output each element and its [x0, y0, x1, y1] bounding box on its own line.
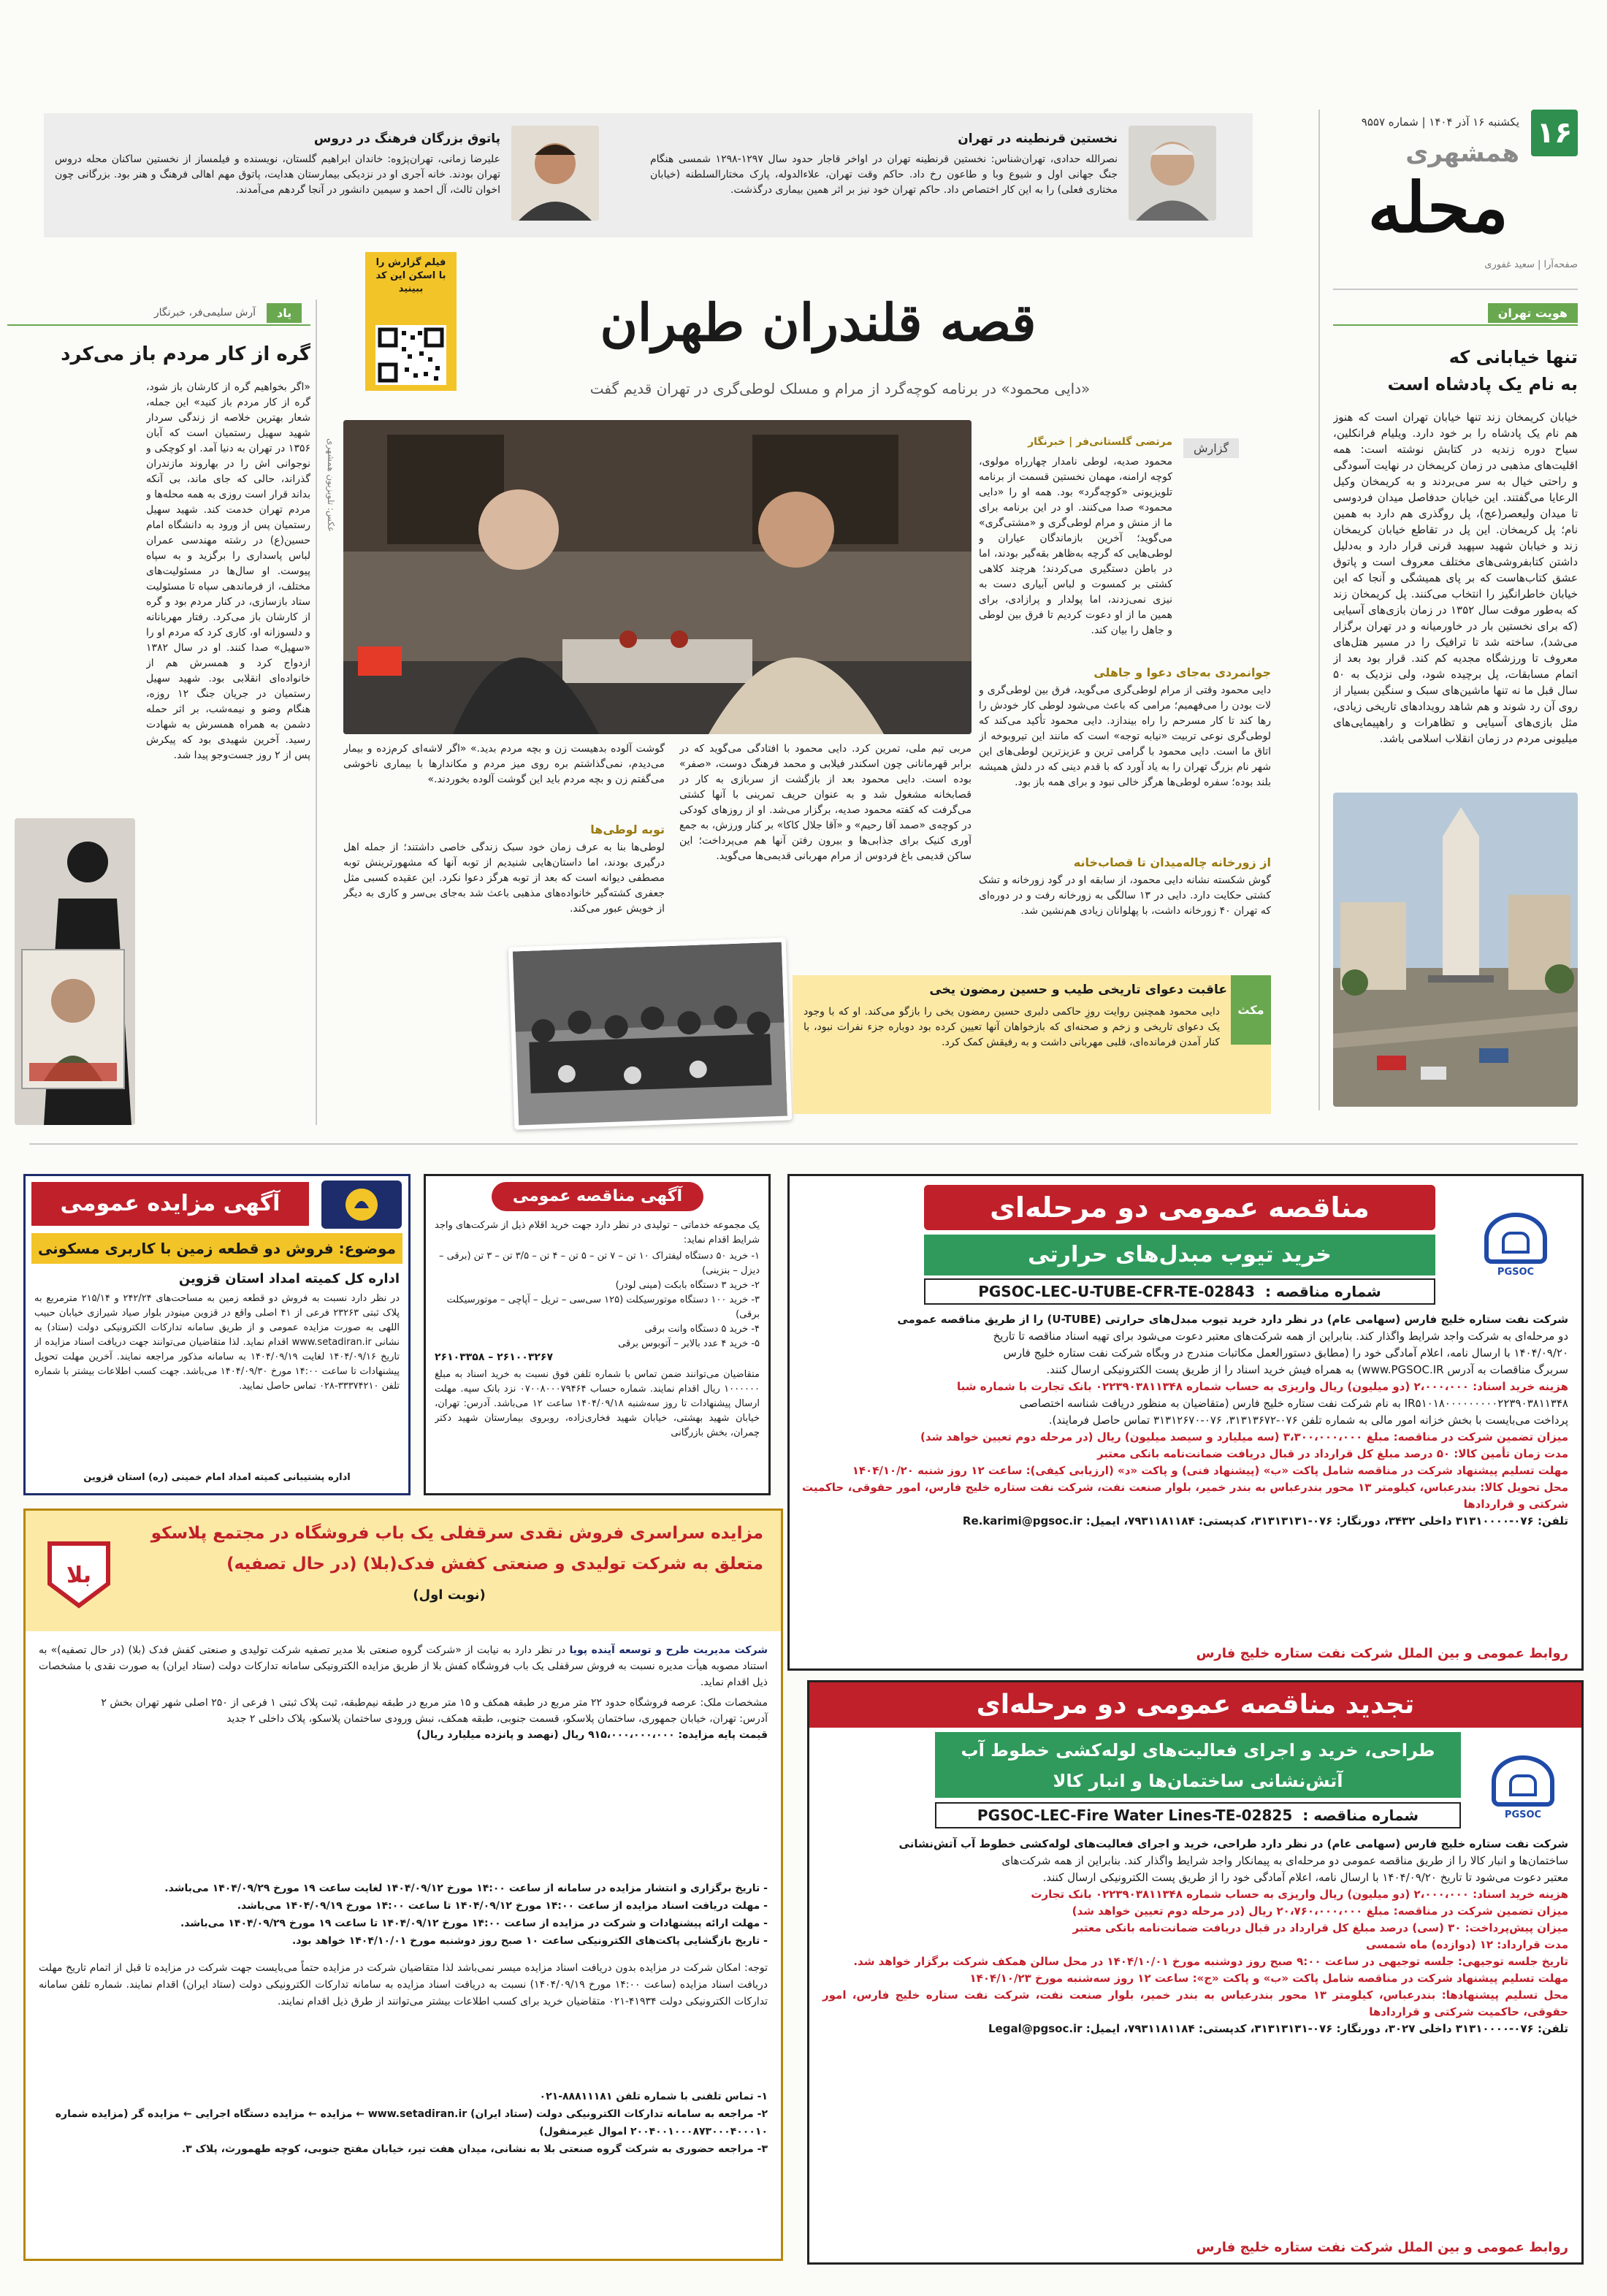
feature-sub1: جوانمردی به‌جای دعوا و جاهلی — [1093, 665, 1271, 679]
ad5-round: (نوبت اول) — [413, 1587, 486, 1603]
ad5-spec1: مشخصات ملک: عرصه فروشگاه حدود ۲۲ متر مربع در طبقه همکف و ۱۵ متر مربع در طبقه نیم‌طبقه، ثبت پلاک ثبتی ۱ فرعی از ۲۵۰ اصلی شهر تهران بخش ۲ — [101, 1697, 768, 1709]
feature-sub3: توبه لوطی‌ها — [590, 823, 665, 836]
section-name: محله — [1367, 168, 1508, 248]
ad1-code-row — [924, 1278, 1435, 1305]
haddadi-portrait — [1129, 126, 1216, 221]
ad5-title2: متعلق به شرکت تولیدی و صنعتی کفش فدک(بلا) (در حال تصفیه) — [226, 1555, 763, 1574]
ad2-title: تجدید مناقصه عمومی دو مرحله‌ای — [809, 1682, 1581, 1728]
qr-caption: فیلم گزارش را با اسکن این کد ببینید — [375, 257, 446, 294]
left-column-divider — [316, 300, 317, 1125]
right-column-body: خیابان کریمخان زند تنها خیابان تهران است که هنوز هم نام یک پادشاه را بر خود دارد. ویلیام فرانکلین، سیاح دوره زندیه در کتابش نوشته است: همه اقلیت‌های مذهبی در زمان کریمخان در نهایت آسودگی و راحتی خیال به سر می‌بردند و به کریمخان وکیل الرعایا می‌گفتند. این خیابان حدفاصل میدان فردوسی تا میدان ولیعصر(عج)، پل روگذری هم دارد به همین نام؛ پل کریمخان. این پل در تقاطع خیابان کریمخان زند و خیابان شهید سپهبد قرنی قرار دارد و به‌دلیل داشتن کتابفروشی‌های مختلف معروف است و پاتوق عشق کتاب‌هاست که بر پای همیشگی و آنجا که این خیابان خاطرانگیز را انتخاب می‌کنند. پل کریمخان زند که به‌طور موقت سال ۱۳۵۲ در زمان بازی‌های آسیایی (که برای نخستین بار در خاورمیانه و در تهران برگزار می‌شد)، ساخته شد تا ترافیک را در مسیر هتل‌های معروف تا ورزشگاه مجدیه کم کند. قرار بود بعد از اتمام مسابقات، پل برچیده شود، ولی نزدیک به ۵۰ سال قبل ما نه تنها ماشین‌های سبک و سنگین بسیار از روی آن رد شوند و هم شاهد رویدادهای تاریخی زیادی، مثل بازی‌های آسیایی و تظاهرات و راهپیمایی‌های میلیونی مردم در زمان انقلاب اسلامی باشد. — [1333, 411, 1578, 745]
ad3-phones: ۲۶۱۰۰۳۲۶۷ – ۲۶۱۰۳۳۵۸ — [435, 1351, 554, 1363]
ad2-line: شرکت نفت ستاره خلیج فارس (سهامی عام) در نظر دارد طراحی، خرید و اجرای فعالیت‌های لوله‌کشی خطوط آب آتش‌نشانی — [898, 1837, 1568, 1850]
callout-text: دایی محمود همچنین روایت روزِ حاکمی دلبری حسین رمضون یخی را بازگو می‌کند. او که با وجود یک دعوای تاریخی و زخم و صحنه‌ای که بازخواهان آنها تعیین کرده بود دوباره جزء نفرات نبود، با کنار آمدن فرمانده‌ای، قلبی مهربانی داشت و به رفیقش کمک کرد. — [804, 1006, 1220, 1048]
ad1-line: شرکت نفت ستاره خلیج فارس (سهامی عام) در نظر دارد خرید تیوب مبدل‌های حرارتی (U-TUBE) را از طریق مناقصه عمومی — [897, 1313, 1568, 1326]
imam-khomeini-relief-logo — [321, 1181, 402, 1229]
ad1-line: مهلت تسلیم پیشنهاد شرکت در مناقصه شامل پاکت «ب» (پیشنهاد فنی) و پاکت «د» (ارزیابی کیفی): ساعت ۱۲ روز شنبه ۱۴۰۴/۱۰/۲۰ — [852, 1464, 1568, 1477]
ad1-line: تلفن: ۰۷۶-۳۱۳۱۰۰۰۰ داخلی ۳۴۳۲، دورنگار: ۰۷۶-۳۱۳۱۳۱۳۱، کدپستی: ۷۹۳۱۱۸۱۱۸۴، ایمیل: Re.karimi@pgsoc.ir — [962, 1514, 1568, 1528]
ad1-title: مناقصه عمومی دو مرحله‌ای — [924, 1185, 1435, 1230]
feature-col3: گوشت آلوده بدهیست زن و بچه مردم بدید.» «اگر لاشه‌ای کرم‌زده و بیمار می‌دیدم، نمی‌گذاشتم بره روی میز مردم و مکاندارها با بیماری ناخوشی می‌گفتم زن و بچه مردم باید این گوشت آلوده بخوردند.» — [343, 743, 665, 785]
ad3-item: ۱- خرید ۵۰ دستگاه لیفتراک ۱۰ تن – ۷ تن – ۵ تن – ۴ تن – ۳/۵ تن – ۳ تن (برقی – دیزل – بنزینی) — [438, 1251, 760, 1276]
ad1-footer: روابط عمومی و بین الملل شرکت نفت ستاره خلیج فارس — [1196, 1646, 1568, 1661]
ad-general-tender — [424, 1174, 771, 1495]
ad5-org: شرکت مدیریت طرح و توسعه آینده پویا — [569, 1644, 768, 1656]
zamani-portrait — [511, 126, 599, 221]
ad1-line: دو مرحله‌ای به شرکت واجد شرایط واگذار کند. بنابراین از همه شرکت‌های معتبر دعوت می‌شود برای تهیه اسناد مناقصه تا تاریخ — [993, 1330, 1568, 1343]
ad5-date: - تاریخ بازگشایی پاکت‌های الکترونیکی ساعت ۱۰ صبح روز دوشنبه مورخ ۱۴۰۴/۱۰/۰۱ خواهد بود. — [291, 1935, 768, 1947]
ad-tender-firewater — [807, 1680, 1584, 2265]
callout-tag: مکث — [1231, 975, 1271, 1045]
ad3-items — [435, 1249, 760, 1351]
ad5-price: قیمت پایه مزایده: ۹۱۵،۰۰۰،۰۰۰،۰۰۰ ریال (نهصد و پانزده میلیارد ریال) — [416, 1729, 768, 1741]
martyr-portrait-photo — [15, 818, 135, 1125]
right-column-headline-2: به نام یک پادشاه است — [1387, 374, 1578, 394]
photo-credit: عکس: تلویزیون همشهری — [326, 438, 336, 533]
feature-subheadline: «دایی محمود» در برنامه کوچه‌گرد از مرام و مسلک لوطی‌گری در تهران قدیم گفت — [589, 380, 1091, 397]
ad5-date: - مهلت ارائه پیشنهادات و شرکت در مزایده از ساعت ۱۴:۰۰ مورخ ۱۴۰۴/۰۹/۱۲ تا ساعت ۱۹ مورخ ۱۴۰۴/۰۹/۲۹ می‌باشد. — [180, 1918, 768, 1929]
ad2-line: میزان تضمین شرکت در مناقصه: مبلغ ۲۰،۷۶۰،۰۰۰،۰۰۰ ریال (در مرحله دوم تعیین خواهد شد) — [1072, 1904, 1568, 1918]
masthead-divider — [1333, 289, 1578, 290]
ad5-contact: ۱- تماس تلفنی با شماره تلفن ۸۸۸۱۱۱۸۱-۰۲۱ — [539, 2091, 768, 2102]
right-column-headline-1: تنها خیابانی که — [1448, 347, 1578, 367]
ad5-contacts — [39, 2088, 768, 2158]
ad2-line: محل تسلیم پیشنهادها: بندرعباس، کیلومتر ۱۳ محور بندرعباس به بندر خمیر، بلوار صنعت نفت، شرکت نفت ستاره خلیج فارس، امور حقوقی، حاکمیت شرکتی و قراردادها — [822, 1988, 1568, 2018]
ad1-subtitle: خرید تیوب مبدل‌های حرارتی — [924, 1235, 1435, 1275]
top-strip-item2-title: پاتوق بزرگان فرهنگ در دروس — [313, 131, 500, 146]
ad1-code-label: شماره مناقصه : — [1264, 1283, 1381, 1300]
feature-text2: گوش شکسته‌ نشانه دایی محمود، از سابقه او در گود زورخانه و تشک کشتی حکایت دارد. دایی در ۱۳ سالگی به زورخانه رفت و در دوره‌ای که تهران ۴۰ زورخانه داشت، با پهلوانان زیادی هم‌نشین شد. — [979, 874, 1271, 917]
ad2-line: هزینه خرید اسناد: ۲،۰۰۰،۰۰۰ (دو میلیون) ریال واریزی به حساب شماره ۰۲۲۳۹۰۳۸۱۱۳۴۸ بانک تجارت — [1031, 1888, 1568, 1901]
ad5-note: توجه: امکان شرکت در مزایده بدون دریافت اسناد مزایده میسر نمی‌باشد لذا متقاضیان شرکت در مزایده حتماً می‌بایست جهت شرکت در مزایده تا قبل از اتمام تاریخ مهلت دریافت اسناد مزایده (ساعت ۱۴:۰۰ مورخ ۱۴۰۴/۰۹/۱۹) نسبت به دریافت اسناد مزایده به سامانه تدارکات الکترونیکی دولت (ستاد ایران) اقدام نمایند. شماره تلفن سامانه تدارکات الکترونیکی دولت ۴۱۹۳۴-۰۲۱ متقاضیان خرید برای کسب اطلاعات بیشتر می‌توانند از طرق ذیل اقدام نمایند. — [39, 1962, 768, 2007]
ad2-body — [809, 1836, 1581, 2037]
ad3-title: آگهی مناقصه عمومی — [492, 1182, 703, 1211]
pgsoc-logo-2: PGSOC — [1483, 1755, 1563, 1820]
ad5-title1: مزایده سراسری فروش نقدی سرقفلی یک باب فروشگاه در مجتمع پلاسکو — [150, 1524, 763, 1543]
qr-caption-box — [365, 252, 457, 391]
ad2-line: تلفن: ۰۷۶-۳۱۳۱۰۰۰۰ داخلی ۳۰۲۷، دورنگار: ۰۷۶-۳۱۳۱۳۱۳۱، کدپستی: ۷۹۳۱۱۸۱۱۸۴، ایمیل: Legal@pgsoc.ir — [988, 2022, 1568, 2035]
ad5-contact: ۳- مراجعه حضوری به شرکت گروه صنعتی بلا به نشانی، میدان هفت تیر، خیابان مفتح جنوبی، کوچه طهمورث، پلاک ۳. — [181, 2143, 768, 2155]
pgsoc-logo-icon — [1484, 1213, 1547, 1264]
ad2-code-row — [935, 1802, 1461, 1828]
ad5-spec2: آدرس: تهران، خیابان جمهوری، ساختمان پلاسکو، قسمت جنوبی، طبقه همکف، نبش ورودی ساختمان پلاسکو، پلاک داخلی ۲ جدید — [226, 1713, 768, 1725]
ad2-line: ساختمان‌ها و انبار کالا را از طریق مناقصه عمومی دو مرحله‌ای به پیمانکار واجد شرایط واگذار کند. بنابراین از همه شرکت‌های — [1001, 1854, 1568, 1867]
archive-group-photo — [508, 937, 792, 1129]
top-strip-item2-text: علیرضا زمانی، تهران‌پژوه: خاندان ابراهیم گلستان، نویسنده و فیلمساز از نخستین ساکنان محله دروس تهران بودند. خانه آجری او در نزدیکی بیمارستان هدایت، پاتوق مهم اهالی فرهنگ و هنر بود. بزرگانی چون اخوان ثالث، آل احمد و سیمین دانشور در آنجا گردهم می‌آمدند. — [55, 153, 500, 196]
left-column-headline: گره از کار مردم باز می‌کرد — [61, 343, 310, 365]
ad2-subtitle: طراحی، خرید و اجرای فعالیت‌های لوله‌کشی خطوط آب آتش‌نشانی ساختمان‌ها و انبار کالا — [935, 1732, 1461, 1798]
feature-sub2: از زورخانه چاله‌میدان تا قصاب‌خانه — [1073, 855, 1271, 869]
ad5-date: - تاریخ برگزاری و انتشار مزایده در سامانه از ساعت ۱۴:۰۰ مورخ ۱۴۰۴/۰۹/۱۲ لغایت ساعت ۱۹ مورخ ۱۴۰۴/۰۹/۲۹ می‌باشد. — [164, 1883, 768, 1894]
ad1-line: هزینه خرید اسناد: ۲،۰۰۰،۰۰۰ (دو میلیون) ریال واریزی به حساب شماره ۰۲۲۳۹۰۳۸۱۱۳۴۸ بانک تجارت با شماره شبا — [957, 1380, 1568, 1393]
top-strip-item1-text: نصرالله حدادی، تهران‌شناس: نخستین قرنطینه تهران در اواخر قاجار حدود سال ۱۲۹۷-۱۲۹۸ شمسی هنگام جنگ جهانی اول و شیوع وبا و طاعون رخ داد. حاکم وقت تهران، علاءالدوله، پارک مختارالسلطنه (خیابان مختاری فعلی) را به این کار اختصاص داد. حاکم تهران خود نیز بر اثر همین بیماری درگذشت. — [650, 153, 1118, 196]
right-column-tag: هویت تهران — [1488, 303, 1578, 323]
bella-logo — [39, 1533, 119, 1613]
page-number: ۱۶ — [1531, 110, 1578, 156]
ad3-intro: یک مجموعه خدماتی – تولیدی در نظر دارد جهت خرید اقلام ذیل از شرکت‌های واجد شرایط اقدام نماید: — [435, 1220, 760, 1246]
pgsoc-logo-1: PGSOC — [1476, 1213, 1556, 1278]
ad2-code: PGSOC-LEC-Fire Water Lines-TE-02825 — [977, 1807, 1293, 1824]
ad1-body — [789, 1311, 1581, 1530]
left-column-body: «اگر بخواهیم گره از کارشان باز شود، گره از کار مردم باز کنید» این جمله، شعار بهترین خلاصه از زندگی سردار شهید سهیل رستمیان است که آبان ۱۳۵۶ در تهران به دنیا آمد. او کوچکی و نوجوانی اش را در بهاروند مازندران گذراند، حالی که جای ماند، بی آنکه بداند قرار است روزی به همه محله‌ها و مردم تهران خدمت کند. شهید سهیل رستمیان پس از ورود به دانشگاه امام حسین(ع) در رشته مهندسی عمران لباس پاسداری را برگزید و به سپاه پیوست. او سال‌ها در مسئولیت‌های مختلف، از فرماندهی سپاه تا مسئولیت ستاد بازسازی، در کنار مردم بود و گره از کارشان باز می‌کرد. رفتار مهربانانه و دلسوزانه او، کاری کرد که مردم او را «سهیل» صدا کنند. او در سال ۱۳۸۲ ازدواج کرد و همسرش هم از خانواده‌ای انقلابی بود. شهید سهیل رستمیان در جریان جنگ ۱۲ روزه، هنگام وضو و نیمه‌شب، بر اثر حمله دشمن به همراه همسرش به شهادت رسید. آخرین شهیدی بود که پیکرش پس از ۲ روز جست‌وجو پیدا شد. — [146, 381, 310, 761]
ad3-item: ۲- خرید ۳ دستگاه بابکت (مینی لودر) — [615, 1280, 760, 1291]
ad1-line: IR۵۱۰۱۸۰۰۰۰۰۰۰۰۰۲۲۳۹۰۳۸۱۱۳۴۸ به نام شرکت نفت ستاره خلیج فارس (متقاضیان به منظور دریافت شناسه اختصاصی — [1019, 1397, 1568, 1410]
ad4-title: آگهی مزایده عمومی — [31, 1182, 309, 1226]
ad-plasco-auction — [23, 1509, 783, 2261]
ad3-item: ۳- خرید ۱۰۰ دستگاه موتورسیکلت (۱۲۵ سی‌سی – تریل – آپاچی – موتورسیکلت برقی) — [446, 1294, 760, 1320]
ad3-text: متقاضیان می‌توانند ضمن تماس با شماره تلفن فوق نسبت به خرید اسناد به مبلغ ۱۰۰۰۰۰۰ ریال اقدام نمایند. شماره حساب ۰۷۰۰۸۰۰۰۷۹۴۶۴ نزد بانک سپه. مهلت ارسال پیشنهادات تا روز سه‌شنبه ۱۴۰۴/۰۹/۱۸ ساعت ۱۲ می‌باشد. آدرس: تهران، خیابان شهید بهشتی، خیابان شهید فخاری‌زاده، روبروی بیمارستان شهید دکتر چمران، بخش بازرگانی — [435, 1369, 760, 1438]
qr-code[interactable] — [375, 325, 446, 385]
feature-intro: محمود صدیه، لوطی نامدار چهارراه مولوی، کوچه ارامنه، مهمان نخستین قسمت از برنامه تلویزیونی «کوچه‌گرد» بود. همه او را «دایی محمود» صدا می‌کنند. او در این برنامه برای ما از منش و مرام لوطی‌گری و «مشتی‌گری» می‌گوید؛ آخرین بازماندگان عیاران و لوطی‌هایی که گرچه به‌ظاهر بقه‌گیر بودند، اما در باطن دستگیری می‌کردند؛ هرچند کلاهی کشتی بر کمسوت و لباس آبیاری دست به نیزی نمی‌زدند، اما پولدار و پرازادی، برای همین ما از او دعوت کردیم تا فرق بین لوطی و جاهل را بیان کند. — [979, 456, 1172, 636]
ad1-line: محل تحویل کالا: بندرعباس، کیلومتر ۱۳ محور بندرعباس به بندر خمیر، بلوار صنعت نفت، شرکت نفت ستاره خلیج فارس، امور حقوقی، حاکمیت شرکتی و قراردادها — [802, 1481, 1568, 1511]
ad1-line: پرداخت می‌بایست با بخش خزانه امور مالی به شماره تلفن ۰۷۶-۳۱۳۱۳۶۷۲، ۰۷۶-۳۱۳۱۲۶۷۰ تماس حاصل فرمایند). — [1048, 1414, 1568, 1427]
kuchegard-studio-photo — [343, 420, 972, 734]
ad5-text1: در نظر دارد به نیابت از «شرکت گروه صنعتی بلا مدیر تصفیه شرکت تولیدی و صنعتی کفش فدک (بلا) (در حال تصفیه)» به استناد مصوبه هیأت مدیره نسبت به فروش سرقفلی یک باب فروشگاه کفش بلا از طریق مزایده الکترونیکی سامانه تدارکات دولت (ستاد ایران) به صورت نقدی با مشخصات ذیل اقدام نماید. — [39, 1644, 768, 1688]
ad4-footer: اداره پشتیبانی کمیته امداد امام خمینی (ره) استان قزوین — [83, 1472, 351, 1483]
ad2-line: تاریخ جلسه توجیهی: جلسه توجیهی در ساعت ۹:۰۰ صبح روز دوشنبه مورخ ۱۴۰۴/۱۰/۰۱ در محل سالن همکف شرکت برگزار خواهد شد. — [853, 1955, 1568, 1968]
ad-tender-utube — [787, 1174, 1584, 1671]
feature-text1: دایی محمود وقتی از مرام لوطی‌گری می‌گوید، فرق بین لوطی‌گری و لات بودن را می‌فهمیم؛ مرامی که باعث می‌شود لوطی کار خودش را رها کند تا کار مسرحم را راه بیندازد. دایی محمود تأکید می‌کند که لوطی‌گری نوعی تربیت «نیابه توجه» است که مانند این تیروبوخه از اتاق ما است. دایی محمود با گرامی ‌ترین و عزیزترین لوطی‌های این شهر نام بزرگ تهران را به یاد آورد که با قدم دینی که در دلش همیشه بلند بوده؛ سفره لوطی‌ها هرگز خالی نبود و برای همه باز بود. — [979, 684, 1271, 788]
ad5-dates — [39, 1880, 768, 1950]
ad4-text: در نظر دارد نسبت به فروش دو قطعه زمین به مساحت‌های ۲۴۲/۲۴ و ۲۱۵/۱۴ مترمربع به پلاک ثبتی ۲۳۲۶۳ فرعی از ۴۱ اصلی واقع در قزوین مینودر بلوار صیاد شیرازی خیابان حبیب اللهی به صورت مزایده عمومی و از طریق سامانه تدارکات الکترونیکی دولت (ستاد) به نشانی www.setadiran.ir اقدام نماید. لذا متقاضیان می‌توانند جهت دریافت اسناد مزایده از تاریخ ۱۴۰۴/۰۹/۱۶ لغایت ۱۴۰۴/۰۹/۱۹ به سامانه مذکور مراجعه نمایند. آخرین مهلت تحویل پیشنهادات تا ساعت ۱۴:۰۰ مورخ ۱۴۰۴/۰۹/۳۰ می‌باشد. جهت کسب اطلاعات بیشتر با شماره تلفن ۳۳۳۷۴۲۱۰-۰۲۸ تماس حاصل نمایید. — [34, 1293, 400, 1392]
ad2-code-label: شماره مناقصه : — [1302, 1807, 1419, 1824]
pgsoc-logo-icon — [1492, 1755, 1554, 1807]
right-column-divider — [1318, 110, 1320, 1110]
ad3-item: ۴- خرید ۵ دستگاه وانت برقی — [644, 1324, 760, 1335]
right-column-tag-rule — [1333, 324, 1578, 326]
editor-line: صفحه‌آرا | سعید غفوری — [1484, 259, 1578, 270]
left-column-tag: یاد — [267, 303, 302, 323]
date-line: یکشنبه ۱۶ آذر ۱۴۰۴ | شماره ۹۵۵۷ — [1361, 115, 1519, 129]
ad2-footer: روابط عمومی و بین الملل شرکت نفت ستاره خلیج فارس — [1196, 2240, 1568, 2255]
feature-byline: مرتضی گلستانی‌فر | خبرنگار — [1028, 436, 1172, 448]
ad2-line: مهلت تسلیم پیشنهاد شرکت در مناقصه شامل پاکت «ب» و پاکت «ج»: ساعت ۱۲ روز سه‌شنبه مورخ ۱۴۰۴/۱۰/۲۳ — [969, 1972, 1568, 1985]
svg-text:بلا: بلا — [66, 1563, 92, 1588]
ad2-line: مدت قرارداد: ۱۲ (دوازده) ماه شمسی — [1366, 1938, 1568, 1951]
feature-col3-2: لوطی‌ها بنا به عرف زمان خود سبک زندگی خاصی داشتند؛ از جمله اهل درگیری بودند، اما داستان‌هایی شنیدیم از توبه آنها که مشهورترینش توبه مصطفی دیوانه است که بعد از توبه هرگز دعوا نکرد. این عقیده کسبی مثل جعفری کشته‌گیر خانواده‌های مذهبی باعث شد به‌جای بی‌سر و کاری به دیگر از خویش عبور می‌کند. — [343, 842, 665, 915]
feature-tag: گزارش — [1183, 438, 1239, 458]
ad4-org: اداره کل کمیته امداد استان قزوین — [178, 1271, 400, 1286]
ad3-item: ۵- خرید ۴ عدد بالابر – آتوبوس برقی — [618, 1338, 760, 1349]
top-strip-item1-title: نخستین قرنطینه در تهران — [958, 131, 1118, 146]
ad1-line: سربرگ مناقصات به آدرس www.PGSOC.IR) به همراه فیش خرید اسناد را از طریق پست الکترونیکی ارسال کنند. — [1046, 1363, 1568, 1376]
left-column-rule — [7, 324, 310, 326]
callout-title: عاقبت دعوای تاریخی طیب و حسین رمضون یخی — [929, 983, 1227, 997]
ad2-line: معتبر دعوت می‌شود تا تاریخ ۱۴۰۴/۰۹/۲۰ با ارسال نامه، اعلام آمادگی خود را از طریق پست الکترونیکی ارسال کنند. — [1042, 1871, 1568, 1884]
masthead — [1333, 110, 1578, 285]
paper-name: همشهری — [1405, 139, 1519, 168]
ad4-subject: موضوع: فروش دو قطعه زمین با کاربری مسکونی — [31, 1233, 402, 1264]
ad5-body — [39, 1642, 768, 1743]
ad1-line: ۱۴۰۴/۰۹/۲۰ با ارسال نامه، اعلام آمادگی خود را (مطابق دستورالعمل مکاتبات مندرج در وبگاه شرکت نفت ستاره خلیج فارس — [1003, 1346, 1568, 1359]
ad-land-auction — [23, 1174, 411, 1495]
feature-col2: مربی تیم ملی، تمرین کرد. دایی محمود با افتادگی می‌گوید که در برابر قهرمانانی چون اسکندر فیلابی و محمد فرهنگ دوست، «صفر» بوده است. دایی محمود بعد از بازگشت از سربازی به کار در قصابخانه مشغول شد و به عنوان حریف تمرینی با آنها کشتی می‌گرفت که کفته محمود صدیه، برگزار می‌شد. او از روزهای کودکی در کوچه‌ی «صمد آقا رحیم» و «آقا جلال کاکا» بر کنار ورزش، به جمع آوری کنیک برای جذابی‌ها و بیرون رفتن آنها هم می‌پرداخت؛ این ساکن قدیمی باغ فردوس از مرام مهربانی قدیمی‌ها می‌گوید. — [679, 743, 972, 862]
karimkhan-bridge-photo — [1333, 793, 1578, 1107]
ad5-contact: ۲- مراجعه به سامانه تدارکات الکترونیکی دولت (ستاد ایران) www.setadiran.ir ← مزایده ← مزایده دستگاه اجرایی ← مزایده گر (مزایده شماره ۲۰۰۴۰۰۱۰۰۰۸۷۳۰۰۰۴۰۰۰۱۰ اموال غیرمنقول) — [55, 2108, 768, 2137]
feature-headline: قصه قلندران طهران — [600, 292, 1037, 353]
ad2-line: میزان پیش‌پرداخت: ۳۰ (سی) درصد مبلغ کل قرارداد در قبال دریافت ضمانت‌نامه بانکی معتبر — [1072, 1921, 1568, 1934]
left-column-byline: آرش سلیمی‌فر، خبرنگار — [153, 307, 256, 319]
ad1-line: مدت زمان تأمین کالا: ۵۰ درصد مبلغ کل قرارداد در قبال دریافت ضمانت‌نامه بانکی معتبر — [1096, 1447, 1568, 1460]
ad1-code: PGSOC-LEC-U-TUBE-CFR-TE-02843 — [978, 1283, 1255, 1300]
ads-divider — [29, 1143, 1578, 1145]
ad5-date: - مهلت دریافت اسناد مزایده از ساعت ۱۴:۰۰ مورخ ۱۴۰۴/۰۹/۱۲ تا ساعت ۱۴:۰۰ مورخ ۱۴۰۴/۰۹/۱۹ می‌باشد. — [237, 1900, 768, 1912]
ad1-line: میزان تضمین شرکت در مناقصه: مبلغ ۳،۳۰۰،۰۰۰،۰۰۰ (سه میلیارد و سیصد میلیون) ریال (در مرحله دوم تعیین خواهد شد) — [920, 1430, 1568, 1443]
